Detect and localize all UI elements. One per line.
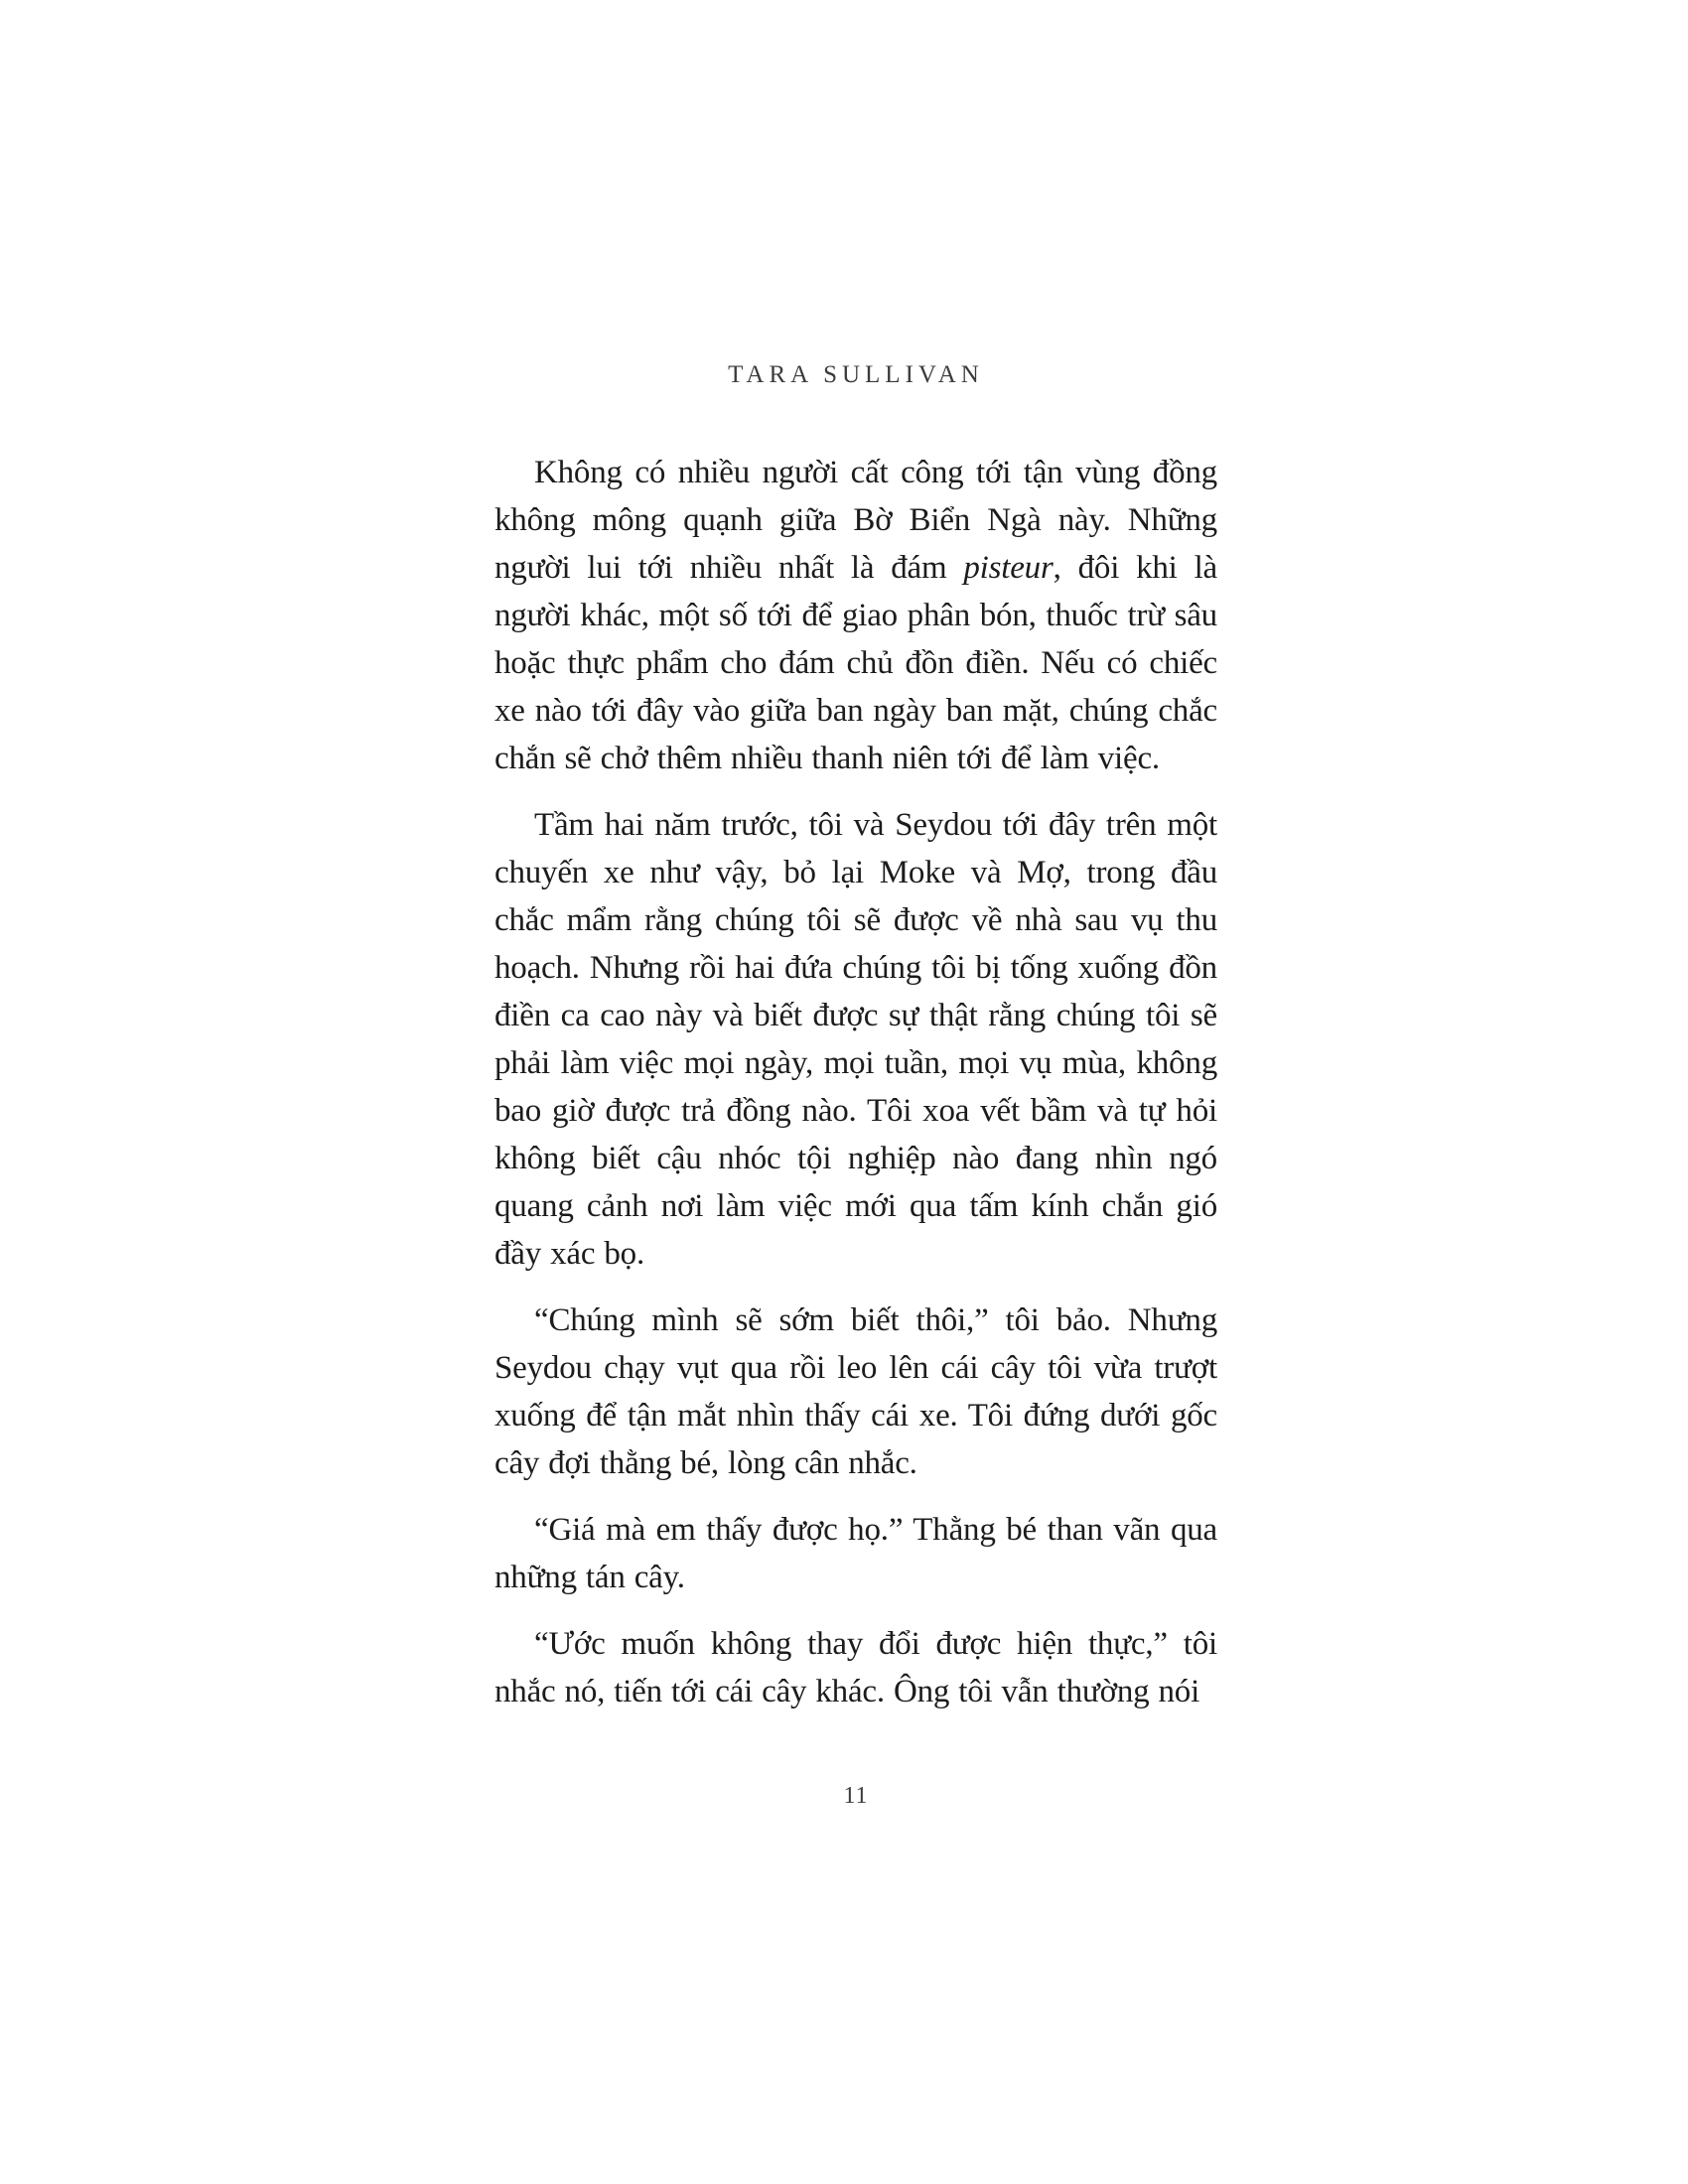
body-paragraph — [494, 1297, 1217, 1487]
body-paragraph — [494, 1506, 1217, 1601]
text-segment: “Giá mà em thấy được họ.” Thằng bé than vãn qua những tán cây. — [494, 1512, 1217, 1595]
text-segment: “Ước muốn không thay đổi được hiện thực,” tôi nhắc nó, tiến tới cái cây khác. Ông tôi vẫn thường nói — [494, 1626, 1217, 1709]
italic-term: pisteur — [963, 550, 1054, 586]
running-header: TARA SULLIVAN — [728, 361, 984, 388]
text-segment: Không có nhiều người cất công tới tận vùng đồng không mông quạnh giữa Bờ Biển Ngà này. Những người lui tới nhiều nhất là đám — [494, 455, 1217, 586]
body-paragraph — [494, 801, 1217, 1278]
page-number: 11 — [843, 1783, 869, 1809]
text-segment: “Chúng mình sẽ sớm biết thôi,” tôi bảo. Nhưng Seydou chạy vụt qua rồi leo lên cái cây tôi vừa trượt xuống để tận mắt nhìn thấy cái xe. Tôi đứng dưới gốc cây đợi thằng bé, lòng cân nhắc. — [494, 1302, 1217, 1481]
text-segment: Tầm hai năm trước, tôi và Seydou tới đây trên một chuyến xe như vậy, bỏ lại Moke và Mợ, trong đầu chắc mẩm rằng chúng tôi sẽ được về nhà sau vụ thu hoạch. Nhưng rồi hai đứa chúng tôi bị tống xuống đồn điền ca cao này và biết được sự thật rằng chúng tôi sẽ phải làm việc mọi ngày, mọi tuần, mọi vụ mùa, không bao giờ được trả đồng nào. Tôi xoa vết bầm và tự hỏi không biết cậu nhóc tội nghiệp nào đang nhìn ngó quang cảnh nơi làm việc mới qua tấm kính chắn gió đầy xác bọ. — [494, 807, 1217, 1272]
body-paragraph — [494, 449, 1217, 782]
text-segment: , đôi khi là người khác, một số tới để giao phân bón, thuốc trừ sâu hoặc thực phẩm cho đám chủ đồn điền. Nếu có chiếc xe nào tới đây vào giữa ban ngày ban mặt, chúng chắc chắn sẽ chở thêm nhiều thanh niên tới để làm việc. — [494, 550, 1217, 776]
body-text — [494, 449, 1217, 1734]
body-paragraph — [494, 1620, 1217, 1715]
